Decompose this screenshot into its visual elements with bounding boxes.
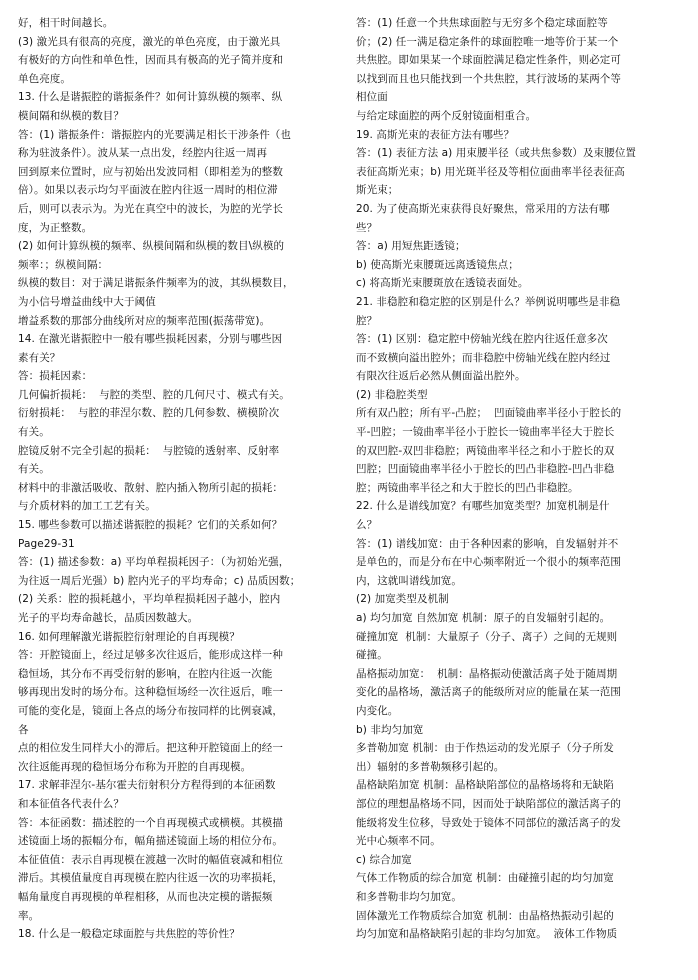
- text-line: 有限次往返后必然从侧面溢出腔外。: [356, 370, 526, 383]
- text-line: 是单色的，而是分布在中心频率附近一个很小的频率范围: [356, 556, 621, 569]
- text-line: 出）辐射的多普勒频移引起的。: [356, 760, 505, 773]
- text-line: 腔？: [356, 314, 378, 327]
- text-line: 各: [18, 723, 29, 736]
- text-line: 为往返一周后光强）b) 腔内光子的平均寿命；c) 品质因数；: [18, 574, 301, 587]
- text-line: 度，为正整数。: [18, 221, 93, 234]
- text-line: 幅角量度自再现模的单程相移，从而也决定模的谐振频: [18, 890, 273, 903]
- text-line: (3) 激光具有很高的亮度，激光的单色亮度，由于激光具: [18, 35, 281, 48]
- text-line: 碰撞。: [356, 649, 388, 662]
- text-line: 平-凹腔；一镜曲率半径小于腔长一镜曲率半径大于腔长: [356, 426, 615, 439]
- text-line: 气体工作物质的综合加宽 机制：由碰撞引起的均匀加宽: [356, 872, 614, 885]
- text-line: 衍射损耗： 与腔的菲涅尔数、腔的几何参数、横模阶次: [18, 407, 280, 420]
- text-line: 变化的晶格场，激活离子的能级所对应的能量在某一范围: [356, 686, 621, 699]
- text-line: 光中心频率不同。: [356, 835, 441, 848]
- text-line: 内，这就叫谱线加宽。: [356, 574, 462, 587]
- text-line: 13. 什么是谐振腔的谐振条件？如何计算纵模的频率、纵: [18, 91, 283, 104]
- text-line: (2) 非稳腔类型: [356, 388, 428, 401]
- text-line: 以找到而且也只能找到一个共焦腔，其行波场的某两个等: [356, 72, 621, 85]
- text-line: 答：本征函数：描述腔的一个自再现模式或横模。其模描: [18, 816, 283, 829]
- text-line: 共焦腔。即如果某一个球面腔满足稳定性条件，则必定可: [356, 54, 621, 67]
- text-line: 21. 非稳腔和稳定腔的区别是什么？举例说明哪些是非稳: [356, 295, 621, 308]
- right-text-column: [356, 14, 682, 944]
- text-line: 腔；两镜曲率半径之和大于腔长的凹凸非稳腔。: [356, 481, 579, 494]
- text-line: 18. 什么是一般稳定球面腔与共焦腔的等价性？: [18, 928, 240, 941]
- text-line: 素有关？: [18, 351, 61, 364]
- text-line: 次往返能再现的稳恒场分布称为开腔的自再现模。: [18, 760, 252, 773]
- text-line: 内变化。: [356, 704, 399, 717]
- text-line: 么？: [356, 519, 378, 532]
- text-line: 凹腔；凹面镜曲率半径小于腔长的凹凸非稳腔-凹凸非稳: [356, 463, 615, 476]
- text-line: 16. 如何理解激光谐振腔衍射理论的自再现模？: [18, 630, 240, 643]
- text-line: 17. 求解菲涅尔-基尔霍夫衍射积分方程得到的本征函数: [18, 779, 276, 792]
- text-line: 晶格振动加宽： 机制：晶格振动使激活离子处于随周期: [356, 667, 618, 680]
- text-line: 晶格缺陷加宽 机制：晶格缺陷部位的晶格场将和无缺陷: [356, 779, 614, 792]
- text-line: 和多普勒非均匀加宽。: [356, 890, 462, 903]
- text-line: 20. 为了使高斯光束获得良好聚焦，常采用的方法有哪: [356, 202, 610, 215]
- text-line: 能级将发生位移，导致处于镜体不同部位的激活离子的发: [356, 816, 621, 829]
- text-line: 点的相位发生同样大小的滞后。把这种开腔镜面上的经一: [18, 742, 283, 755]
- text-line: 与介质材料的加工工艺有关。: [18, 500, 156, 513]
- text-line: 碰撞加宽 机制：大量原子（分子、离子）之间的无规则: [356, 630, 618, 643]
- text-line: 可能的变化是，镜面上各点的场分布按同样的比例衰减，: [18, 704, 283, 717]
- text-line: 有关。: [18, 463, 50, 476]
- text-line: 述镜面上场的振幅分布，幅角描述镜面上场的相位分布。: [18, 835, 283, 848]
- text-line: 的双凹腔-双凹非稳腔；两镜曲率半径之和小于腔长的双: [356, 444, 615, 457]
- text-line: 称为驻波条件）。波从某一点出发，经腔内往返一周再: [18, 147, 268, 160]
- text-line: 均匀加宽和晶格缺陷引起的非均匀加宽。 液体工作物质: [356, 928, 618, 941]
- text-line: (2) 加宽类型及机制: [356, 593, 449, 606]
- text-line: 些？: [356, 221, 378, 234]
- text-line: 纵模的数目：对于满足谐振条件频率为的波，其纵模数目，: [18, 277, 294, 290]
- text-line: 材料中的非激活吸收、散射、腔内插入物所引起的损耗：: [18, 481, 283, 494]
- text-line: 斯光束；: [356, 184, 399, 197]
- text-line: 答：(1) 谐振条件：谐振腔内的光要满足相长干涉条件（也: [18, 128, 292, 141]
- text-line: 单色亮度。: [18, 72, 71, 85]
- text-line: (2) 关系：腔的损耗越小，平均单程损耗因子越小，腔内: [18, 593, 281, 606]
- text-line: 够再现出发时的场分布。这种稳恒场经一次往返后，唯一: [18, 686, 283, 699]
- text-line: 腔镜反射不完全引起的损耗： 与腔镜的透射率、反射率: [18, 444, 280, 457]
- text-line: 后，则可以表示为。为光在真空中的波长，为腔的光学长: [18, 202, 283, 215]
- text-line: 相位面: [356, 91, 388, 104]
- text-line: 本征值值：表示自再现模在渡越一次时的幅值衰减和相位: [18, 853, 283, 866]
- text-line: 价；(2) 任一满足稳定条件的球面腔唯一地等价于某一个: [356, 35, 619, 48]
- text-line: 好，相干时间越长。: [18, 17, 114, 29]
- text-line: 有极好的方向性和单色性，因而具有极高的光子简并度和: [18, 54, 283, 67]
- text-line: 答：开腔镜面上，经过足够多次往返后，能形成这样一种: [18, 649, 283, 662]
- text-line: a) 均匀加宽 自然加宽 机制：原子的自发辐射引起的。: [356, 612, 611, 624]
- text-line: 光子的平均寿命越长，品质因数越大。: [18, 612, 199, 624]
- text-line: 所有双凸腔；所有平-凸腔； 凹面镜曲率半径小于腔长的: [356, 407, 622, 420]
- text-line: 为小信号增益曲线中大于阈值: [18, 295, 156, 308]
- text-line: c) 将高斯光束腰斑放在透镜表面处。: [356, 277, 529, 290]
- text-line: 固体激光工作物质综合加宽 机制：由晶格热振动引起的: [356, 909, 614, 922]
- text-line: 稳恒场，其分布不再受衍射的影响，在腔内往返一次能: [18, 667, 273, 680]
- text-line: 倍）。如果以表示均匀平面波在腔内往返一周时的相位滞: [18, 184, 278, 197]
- text-line: 与给定球面腔的两个反射镜面相重合。: [356, 109, 537, 122]
- text-line: 而不致横向溢出腔外；而非稳腔中傍轴光线在腔内经过: [356, 351, 611, 364]
- text-line: 22. 什么是谱线加宽？有哪些加宽类型？加宽机制是什: [356, 500, 610, 513]
- text-line: 答：(1) 描述参数：a) 平均单程损耗因子：（为初始光强，: [18, 556, 290, 569]
- text-line: 回到原来位置时，应与初始出发波同相（即相差为的整数: [18, 165, 283, 178]
- text-line: 答：(1) 谱线加宽：由于各种因素的影响，自发辐射并不: [356, 537, 619, 550]
- text-line: 几何偏折损耗： 与腔的类型、腔的几何尺寸、模式有关。: [18, 388, 290, 401]
- text-line: 答：损耗因素：: [18, 370, 93, 383]
- text-line: 答：(1) 区别：稳定腔中傍轴光线在腔内往返任意多次: [356, 333, 608, 346]
- text-line: b) 非均匀加宽: [356, 723, 424, 736]
- text-line: 模间隔和纵模的数目？: [18, 109, 124, 122]
- text-line: 15. 哪些参数可以描述谐振腔的损耗？它们的关系如何？: [18, 519, 283, 532]
- text-line: 表征高斯光束；b) 用光斑半径及等相位面曲率半径表征高: [356, 165, 625, 178]
- text-line: 有关。: [18, 426, 50, 439]
- text-line: 部位的理想晶格场不同，因而处于缺陷部位的激活离子的: [356, 797, 621, 810]
- text-line: 频率：；纵模间隔：: [18, 258, 109, 271]
- text-line: (2) 如何计算纵模的频率、纵模间隔和纵模的数目\纵模的: [18, 240, 285, 253]
- text-line: c) 综合加宽: [356, 853, 412, 866]
- text-line: b) 使高斯光束腰斑远离透镜焦点；: [356, 258, 519, 271]
- text-line: 增益系数的那部分曲线所对应的频率范围(振荡带宽)。: [18, 314, 271, 327]
- text-line: 率。: [18, 909, 40, 922]
- text-line: 答：a) 用短焦距透镜；: [356, 240, 466, 253]
- text-line: 滞后。其模值量度自再现模在腔内往返一次的功率损耗，: [18, 872, 283, 885]
- text-line: 答：(1) 表征方法 a) 用束腰半径（或共焦参数）及束腰位置: [356, 147, 637, 160]
- text-line: 和本征值各代表什么？: [18, 797, 124, 810]
- text-line: 答：(1) 任意一个共焦球面腔与无穷多个稳定球面腔等: [356, 17, 608, 29]
- text-line: 19. 高斯光束的表征方法有哪些？: [356, 128, 515, 141]
- left-text-column: [18, 14, 344, 944]
- text-line: 多普勒加宽 机制：由于作热运动的发光原子（分子所发: [356, 742, 614, 755]
- text-line: 14. 在激光谐振腔中一般有哪些损耗因素，分别与哪些因: [18, 333, 283, 346]
- text-line: Page29-31: [18, 537, 75, 550]
